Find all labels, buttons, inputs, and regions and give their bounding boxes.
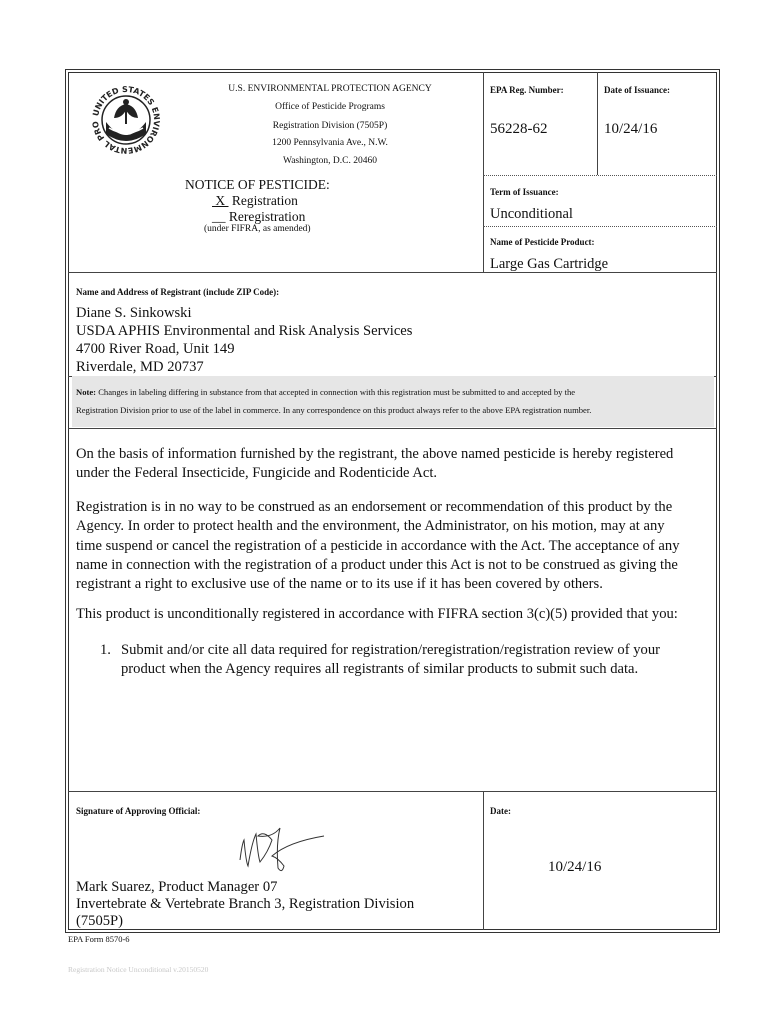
registrant-name: Diane S. Sinkowski [76, 305, 192, 321]
svg-text:UNITED STATES ENVIRONMENTAL PR: UNITED STATES ENVIRONMENTAL PRO [90, 84, 162, 156]
paragraph-line: under the Federal Insecticide, Fungicide and Rodenticide Act. [76, 465, 438, 482]
epa-seal-logo [84, 78, 168, 162]
product-label: Name of Pesticide Product: [490, 237, 595, 247]
registrant-street: 4700 River Road, Unit 149 [76, 341, 235, 357]
notice-title: NOTICE OF PESTICIDE: [185, 177, 330, 192]
issuance-date-label: Date of Issuance: [604, 85, 670, 95]
paragraph-line: Agency. In order to protect health and the environment, the Administrator, on his motion, may at any [76, 518, 665, 535]
notice-reregistration: __ Reregistration [212, 209, 306, 224]
header-divider-right [597, 72, 598, 175]
paragraph-registration [76, 445, 673, 484]
note-background [72, 376, 714, 427]
header-row-rule-1 [483, 175, 717, 176]
signature-divider [483, 791, 484, 930]
signature-date-label: Date: [490, 806, 511, 816]
signature-label: Signature of Approving Official: [76, 806, 201, 816]
registration-label: Registration [228, 193, 298, 208]
fifra-note: (under FIFRA, as amended) [204, 224, 311, 234]
official-code: (7505P) [76, 913, 124, 929]
note-label: Note: [76, 387, 97, 397]
registrant-org: USDA APHIS Environmental and Risk Analysis Services [76, 323, 413, 339]
product-value: Large Gas Cartridge [490, 256, 609, 272]
division-name: Registration Division (7505P) [272, 121, 388, 131]
body-bottom-rule [68, 791, 717, 792]
version-watermark: Registration Notice Unconditional v.20150520 [68, 965, 209, 974]
condition-item-number: 1. [100, 642, 111, 658]
handwritten-signature [228, 822, 338, 878]
paragraph-line: On the basis of information furnished by the registrant, the above named pesticide is hereby registered [76, 446, 674, 462]
paragraph-line: registrant a right to exclusive use of the name or to its use if it has been covered by others. [76, 576, 603, 593]
form-number: EPA Form 8570-6 [68, 934, 130, 944]
registrant-label: Name and Address of Registrant (include ZIP Code): [76, 287, 280, 297]
reg-number-label: EPA Reg. Number: [490, 85, 564, 95]
agency-name: U.S. ENVIRONMENTAL PROTECTION AGENCY [228, 84, 432, 94]
issuance-date-value: 10/24/16 [604, 121, 658, 137]
note-bottom-rule [68, 428, 717, 429]
paragraph-line: Submit and/or cite all data required for registration/reregistration/registration review of your [121, 642, 660, 658]
official-name: Mark Suarez, Product Manager 07 [76, 879, 278, 895]
notice-registration [212, 193, 298, 209]
paragraph-conditions: This product is unconditionally registered in accordance with FIFRA section 3(c)(5) provided that you: [76, 606, 678, 622]
header-row-rule-2 [483, 226, 717, 227]
official-branch: Invertebrate & Vertebrate Branch 3, Registration Division [76, 896, 415, 912]
reg-number-value: 56228-62 [490, 121, 548, 137]
note-line-2: Registration Division prior to use of the label in commerce. In any correspondence on this product always refer to the above EPA registration number. [76, 405, 592, 415]
paragraph-line: name in connection with the registration of a product under this Act is not to be construed as giving the [76, 556, 678, 573]
paragraph-disclaimer [76, 498, 680, 594]
office-name: Office of Pesticide Programs [275, 102, 385, 112]
paragraph-line: product when the Agency requires all registrants of similar products to submit such data. [121, 661, 639, 678]
address-line-2: Washington, D.C. 20460 [283, 156, 377, 166]
header-bottom-rule [68, 272, 717, 273]
paragraph-line: Registration is in no way to be construed as an endorsement or recommendation of this product by the [76, 499, 673, 515]
note-text-1: Changes in labeling differing in substance from that accepted in connection with this registration must be submitted to and accepted by the [98, 387, 576, 397]
address-line-1: 1200 Pennsylvania Ave., N.W. [272, 138, 388, 148]
condition-item-text [121, 641, 660, 680]
term-label: Term of Issuance: [490, 187, 559, 197]
header-divider-left [483, 72, 484, 272]
registrant-city: Riverdale, MD 20737 [76, 359, 204, 375]
registration-check: X [212, 193, 229, 208]
signature-date-value: 10/24/16 [548, 859, 602, 875]
paragraph-line: time suspend or cancel the registration of a pesticide in accordance with the Act. The acceptance of any [76, 537, 680, 554]
term-value: Unconditional [490, 206, 573, 222]
note-line-1 [76, 387, 575, 397]
